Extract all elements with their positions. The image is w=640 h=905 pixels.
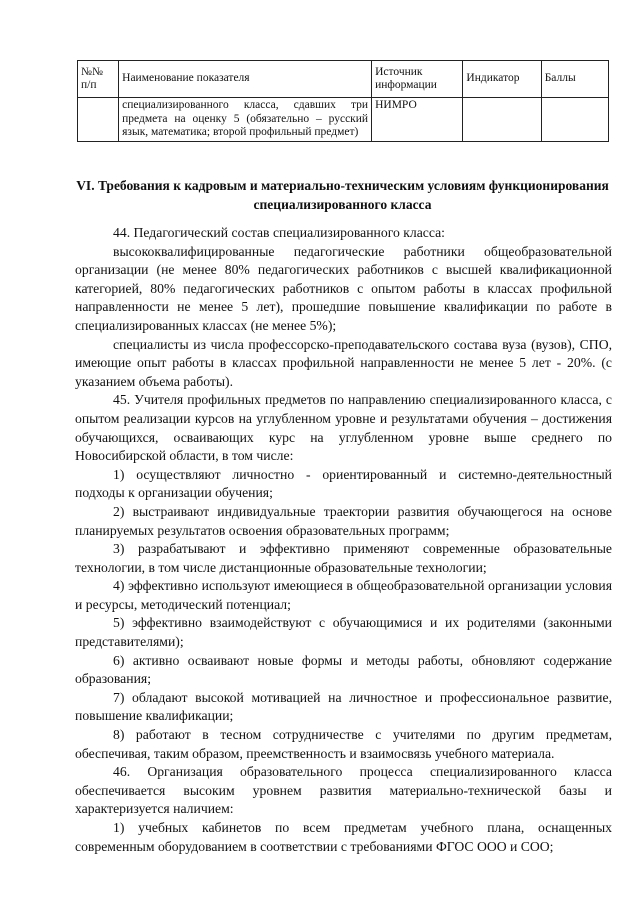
paragraph: 45. Учителя профильных предметов по направлению специализированного класса, с опытом реализации курсов на углубленном уровне и результатами обучения – достижения обучающихся, осваивающих курс на углубленном уровне выше среднего по Новосибирской области, в том числе: [75, 392, 612, 464]
header-source: Источник информации [372, 61, 463, 98]
section-title: VI. Требования к кадровым и материально-техническим условиям функционирования специализированного класса [76, 178, 609, 212]
paragraph: высококвалифицированные педагогические работники общеобразовательной организации (не менее 80% педагогических работников с высшей квалификационной категорией, 80% педагогических работников с опытом работы в классах профильной направленности не менее 5 лет), прошедшие повышение квалификации по работе в специализированных классах (не менее 5%); [75, 243, 612, 333]
paragraph: 8) работают в тесном сотрудничестве с учителями по другим предметам, обеспечивая, таким образом, преемственность и взаимосвязь учебного материала. [75, 727, 612, 761]
header-indicator-name: Наименование показателя [119, 61, 372, 98]
indicators-table [77, 60, 609, 142]
paragraph: 5) эффективно взаимодействуют с обучающимися и их родителями (законными представителями); [75, 615, 612, 650]
paragraph: специалисты из числа профессорско-преподавательского состава вуза (вузов), СПО, имеющие опыт работы в классах профильной направленности не менее 5 лет - 20%. (с указанием объема работы). [75, 336, 612, 389]
header-indicator: Индикатор [463, 61, 541, 98]
paragraph: 4) эффективно используют имеющиеся в общеобразовательной организации условия и ресурсы, методический потенциал; [75, 578, 612, 612]
body-text [75, 224, 612, 856]
paragraph: 44. Педагогический состав специализированного класса: [113, 225, 445, 240]
cell-score [541, 98, 608, 142]
header-number: №№ п/п [78, 61, 119, 98]
paragraph: 46. Организация образовательного процесса специализированного класса обеспечивается высоким уровнем развития материально-технической базы и характеризуется наличием: [75, 764, 612, 817]
paragraph: 3) разрабатывают и эффективно применяют современные образовательные технологии, в том числе дистанционные образовательные технологии; [75, 541, 612, 575]
cell-source: НИМРО [372, 98, 463, 142]
paragraph: 1) осуществляют личностно - ориентированный и системно-деятельностный подходы к организации обучения; [75, 466, 612, 501]
paragraph: 6) активно осваивают новые формы и методы работы, обновляют содержание образования; [75, 652, 612, 687]
cell-indicator [463, 98, 541, 142]
paragraph: 7) обладают высокой мотивацией на личностное и профессиональное развитие, повышение квалификации; [75, 689, 612, 724]
cell-indicator-name: специализированного класса, сдавших три предмета на оценку 5 (обязательно – русский язык, математика; второй профильный предмет) [119, 98, 372, 142]
paragraph: 2) выстраивают индивидуальные траектории развития обучающегося на основе планируемых результатов освоения образовательных программ; [75, 503, 612, 538]
table-header-row [78, 61, 609, 98]
cell-number [78, 98, 119, 142]
header-score: Баллы [541, 61, 608, 98]
paragraph: 1) учебных кабинетов по всем предметам учебного плана, оснащенных современным оборудованием в соответствии с требованиями ФГОС ООО и СОО; [75, 820, 612, 854]
table-row [78, 98, 609, 142]
